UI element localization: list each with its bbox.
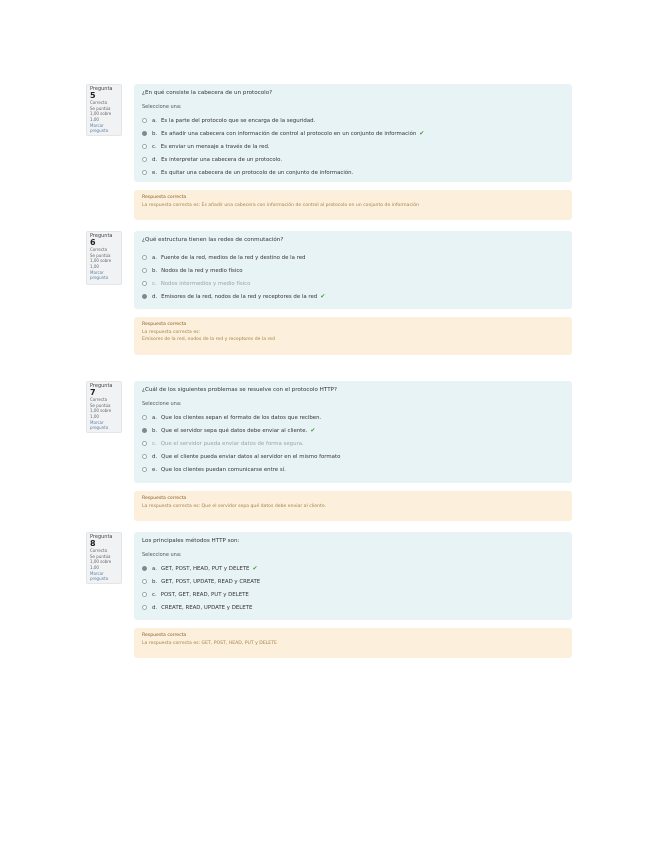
answer-option[interactable]: [142, 277, 564, 290]
radio-button[interactable]: [142, 281, 147, 286]
option-text: Que el cliente pueda enviar datos al servidor en el mismo formato: [161, 453, 341, 460]
question-label: Pregunta: [90, 534, 113, 540]
feedback-line: La respuesta correcta es: GET, POST, HEAD, PUT y DELETE: [142, 641, 277, 646]
answer-option[interactable]: [142, 264, 564, 277]
option-text: Fuente de la red, medios de la red y destino de la red: [161, 254, 306, 261]
answer-options: [142, 411, 564, 476]
answer-option[interactable]: [142, 424, 564, 437]
option-text: POST, GET, READ, PUT y DELETE: [160, 591, 249, 598]
feedback-line: Emisores de la red, nodos de la red y receptores de la red: [142, 336, 275, 342]
option-text: Emisores de la red, nodos de la red y receptores de la red: [161, 293, 318, 300]
feedback-title: Respuesta correcta: [142, 195, 187, 200]
feedback-text: [142, 330, 564, 343]
option-text: Nodos de la red y medio físico: [161, 267, 243, 274]
question-body: [134, 84, 572, 182]
option-text: Que el servidor sepa qué datos debe enviar al cliente.: [161, 427, 308, 434]
option-text: Es la parte del protocolo que se encarga de la seguridad.: [161, 117, 316, 124]
option-text: GET, POST, UPDATE, READ y CREATE: [161, 578, 261, 585]
answer-option[interactable]: [142, 127, 564, 140]
option-letter: d.: [152, 156, 158, 163]
answer-option[interactable]: [142, 153, 564, 166]
question-label: Pregunta: [90, 86, 113, 92]
radio-button[interactable]: [142, 592, 147, 597]
answer-prompt: Seleccione una:: [142, 104, 182, 110]
question-number: 7: [90, 387, 96, 397]
option-letter: b.: [152, 130, 158, 137]
option-letter: d.: [152, 293, 158, 300]
answer-option[interactable]: [142, 575, 564, 588]
question-number: 6: [90, 237, 96, 247]
question-info: [86, 381, 122, 433]
option-text: Que el servidor pueda enviar datos de forma segura.: [160, 440, 304, 447]
correct-check-icon: ✔: [320, 293, 326, 300]
answer-options: [142, 114, 564, 179]
question-text: ¿Cuál de los siguientes problemas se resuelve con el protocolo HTTP?: [142, 387, 337, 393]
radio-button[interactable]: [142, 605, 147, 610]
radio-button[interactable]: [142, 144, 147, 149]
option-text: Es enviar un mensaje a través de la red.: [160, 143, 270, 150]
feedback-box: [134, 190, 572, 220]
answer-option[interactable]: [142, 562, 564, 575]
question-body: [134, 381, 572, 483]
radio-button[interactable]: [142, 579, 147, 584]
option-letter: c.: [152, 280, 157, 287]
question-text: Los principales métodos HTTP son:: [142, 538, 240, 544]
flag-question-link[interactable]: Marcar pregunta: [90, 419, 109, 431]
option-letter: a.: [152, 254, 158, 261]
question-label: Pregunta: [90, 233, 113, 239]
option-letter: c.: [152, 440, 157, 447]
option-letter: c.: [152, 591, 157, 598]
correct-check-icon: ✔: [419, 130, 425, 137]
feedback-text: [142, 641, 564, 648]
feedback-text: [142, 504, 564, 511]
question-grade: Se puntúa 1,00 sobre 1,00: [90, 252, 112, 269]
option-letter: b.: [152, 427, 158, 434]
answer-option[interactable]: [142, 601, 564, 614]
question-info: [86, 231, 122, 285]
answer-option[interactable]: [142, 251, 564, 264]
answer-option[interactable]: [142, 114, 564, 127]
feedback-title: Respuesta correcta: [142, 496, 187, 501]
radio-button[interactable]: [142, 170, 147, 175]
feedback-box: [134, 317, 572, 355]
answer-option[interactable]: [142, 450, 564, 463]
flag-question-link[interactable]: Marcar pregunta: [90, 269, 109, 281]
feedback-line: La respuesta correcta es:: [142, 330, 201, 335]
question-body: [134, 532, 572, 620]
answer-option[interactable]: [142, 166, 564, 179]
option-letter: b.: [152, 578, 158, 585]
question-info: [86, 532, 122, 584]
radio-button[interactable]: [142, 294, 147, 299]
answer-prompt: Seleccione una:: [142, 401, 182, 407]
radio-button[interactable]: [142, 157, 147, 162]
answer-option[interactable]: [142, 290, 564, 303]
option-letter: d.: [152, 604, 158, 611]
flag-question-link[interactable]: Marcar pregunta: [90, 122, 109, 134]
option-text: GET, POST, HEAD, PUT y DELETE: [161, 565, 250, 572]
answer-options: [142, 562, 564, 614]
answer-option[interactable]: [142, 140, 564, 153]
radio-button[interactable]: [142, 415, 147, 420]
option-letter: e.: [152, 169, 158, 176]
question-state: Correcta: [90, 247, 108, 253]
answer-option[interactable]: [142, 411, 564, 424]
option-letter: e.: [152, 466, 158, 473]
feedback-title: Respuesta correcta: [142, 633, 187, 638]
correct-check-icon: ✔: [252, 565, 258, 572]
radio-button[interactable]: [142, 255, 147, 260]
answer-options: [142, 251, 564, 303]
radio-button[interactable]: [142, 428, 147, 433]
answer-option[interactable]: [142, 437, 564, 450]
option-letter: c.: [152, 143, 157, 150]
radio-button[interactable]: [142, 268, 147, 273]
option-text: Que los clientes sepan el formato de los datos que reciben.: [161, 414, 322, 421]
option-letter: a.: [152, 117, 158, 124]
question-text: ¿Qué estructura tienen las redes de conmutación?: [142, 237, 284, 243]
question-grade: Se puntúa 1,00 sobre 1,00: [90, 105, 112, 122]
question-number: 5: [90, 90, 96, 100]
option-text: Es quitar una cabecera de un protocolo de un conjunto de información.: [161, 169, 354, 176]
option-text: CREATE, READ, UPDATE y DELETE: [161, 604, 253, 611]
answer-option[interactable]: [142, 463, 564, 476]
option-text: Es interpretar una cabecera de un protocolo.: [161, 156, 283, 163]
correct-check-icon: ✔: [310, 427, 316, 434]
feedback-box: [134, 628, 572, 658]
option-letter: d.: [152, 453, 158, 460]
question-body: [134, 231, 572, 309]
radio-button[interactable]: [142, 118, 147, 123]
flag-question-link[interactable]: Marcar pregunta: [90, 570, 109, 582]
feedback-line: La respuesta correcta es: Que el servidor sepa qué datos debe enviar al cliente.: [142, 504, 327, 509]
question-state: Correcta: [90, 548, 108, 554]
question-state: Correcta: [90, 397, 108, 403]
feedback-line: La respuesta correcta es: Es añadir una cabecera con información de control al protocolo en un conjunto de información: [142, 203, 419, 208]
option-letter: b.: [152, 267, 158, 274]
question-text: ¿En qué consiste la cabecera de un protocolo?: [142, 90, 273, 96]
feedback-title: Respuesta correcta: [142, 322, 187, 327]
option-text: Nodos intermedios y medio físico: [160, 280, 251, 287]
question-label: Pregunta: [90, 383, 113, 389]
radio-button[interactable]: [142, 467, 147, 472]
radio-button[interactable]: [142, 454, 147, 459]
feedback-text: [142, 203, 564, 210]
question-info: [86, 84, 122, 136]
question-state: Correcta: [90, 100, 108, 106]
question-grade: Se puntúa 1,00 sobre 1,00: [90, 402, 112, 419]
option-letter: a.: [152, 565, 158, 572]
answer-prompt: Seleccione una:: [142, 552, 182, 558]
answer-option[interactable]: [142, 588, 564, 601]
question-number: 8: [90, 538, 96, 548]
option-text: Es añadir una cabecera con información de control al protocolo en un conjunto de información: [161, 130, 417, 137]
option-text: Que los clientes puedan comunicarse entre sí.: [161, 466, 286, 473]
radio-button[interactable]: [142, 131, 147, 136]
radio-button[interactable]: [142, 566, 147, 571]
feedback-box: [134, 491, 572, 521]
option-letter: a.: [152, 414, 158, 421]
radio-button[interactable]: [142, 441, 147, 446]
question-grade: Se puntúa 1,00 sobre 1,00: [90, 553, 112, 570]
